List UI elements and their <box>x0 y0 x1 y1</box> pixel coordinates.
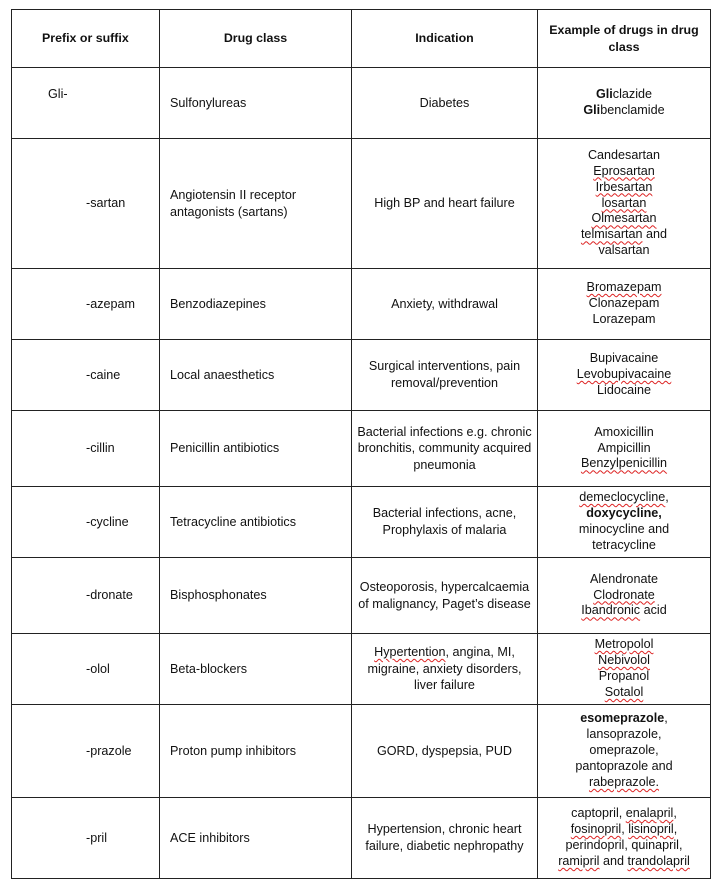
table-body <box>12 68 711 879</box>
table-row <box>12 487 711 558</box>
header-prefix: Prefix or suffix <box>12 10 160 68</box>
drug-class-cell: Local anaesthetics <box>160 340 352 411</box>
prefix-cell: -azepam <box>12 269 160 340</box>
examples-cell: Amoxicillin Ampicillin Benzylpenicillin <box>538 411 711 487</box>
drug-class-cell: Benzodiazepines <box>160 269 352 340</box>
indication-cell: Bacterial infections e.g. chronic bronchitis, community acquired pneumonia <box>352 411 538 487</box>
header-indication: Indication <box>352 10 538 68</box>
indication-cell: Osteoporosis, hypercalcaemia of malignancy, Paget’s disease <box>352 558 538 634</box>
examples-cell: demeclocycline, doxycycline, minocycline and tetracycline <box>538 487 711 558</box>
drug-class-cell: Bisphosphonates <box>160 558 352 634</box>
drug-class-cell: ACE inhibitors <box>160 798 352 879</box>
indication-cell: Diabetes <box>352 68 538 139</box>
examples-cell: Candesartan Eprosartan Irbesartan losartan Olmesartan telmisartan and valsartan <box>538 139 711 269</box>
prefix-cell: -pril <box>12 798 160 879</box>
indication-cell: Anxiety, withdrawal <box>352 269 538 340</box>
prefix-cell: -olol <box>12 634 160 705</box>
prefix-cell: -cycline <box>12 487 160 558</box>
examples-cell: Metropolol Nebivolol Propanol Sotalol <box>538 634 711 705</box>
prefix-cell: Gli- <box>12 68 160 139</box>
drug-class-cell: Sulfonylureas <box>160 68 352 139</box>
drug-classes-table <box>11 9 711 879</box>
table-row <box>12 269 711 340</box>
header-examples: Example of drugs in drug class <box>538 10 711 68</box>
indication-cell: Hypertention, angina, MI, migraine, anxiety disorders, liver failure <box>352 634 538 705</box>
prefix-cell: -cillin <box>12 411 160 487</box>
table-row <box>12 340 711 411</box>
indication-cell: Surgical interventions, pain removal/prevention <box>352 340 538 411</box>
indication-cell: GORD, dyspepsia, PUD <box>352 705 538 798</box>
table-row <box>12 705 711 798</box>
table-row <box>12 139 711 269</box>
table-row <box>12 634 711 705</box>
table-row <box>12 411 711 487</box>
prefix-cell: -prazole <box>12 705 160 798</box>
drug-class-cell: Proton pump inhibitors <box>160 705 352 798</box>
examples-cell: Bupivacaine Levobupivacaine Lidocaine <box>538 340 711 411</box>
examples-cell: captopril, enalapril, fosinopril, lisinopril, perindopril, quinapril, ramipril and trandolapril <box>538 798 711 879</box>
examples-cell: Alendronate Clodronate Ibandronic acid <box>538 558 711 634</box>
header-drug-class: Drug class <box>160 10 352 68</box>
drug-class-cell: Tetracycline antibiotics <box>160 487 352 558</box>
table-row <box>12 68 711 139</box>
indication-cell: Bacterial infections, acne, Prophylaxis of malaria <box>352 487 538 558</box>
header-row <box>12 10 711 68</box>
indication-cell: Hypertension, chronic heart failure, diabetic nephropathy <box>352 798 538 879</box>
table-row <box>12 798 711 879</box>
examples-cell: Gliclazide Glibenclamide <box>538 68 711 139</box>
prefix-cell: -dronate <box>12 558 160 634</box>
drug-class-cell: Angiotensin II receptor antagonists (sartans) <box>160 139 352 269</box>
examples-cell: esomeprazole, lansoprazole, omeprazole, pantoprazole and rabeprazole. <box>538 705 711 798</box>
table-row <box>12 558 711 634</box>
prefix-cell: -caine <box>12 340 160 411</box>
indication-cell: High BP and heart failure <box>352 139 538 269</box>
drug-class-cell: Penicillin antibiotics <box>160 411 352 487</box>
prefix-cell: -sartan <box>12 139 160 269</box>
examples-cell: Bromazepam Clonazepam Lorazepam <box>538 269 711 340</box>
drug-class-cell: Beta-blockers <box>160 634 352 705</box>
